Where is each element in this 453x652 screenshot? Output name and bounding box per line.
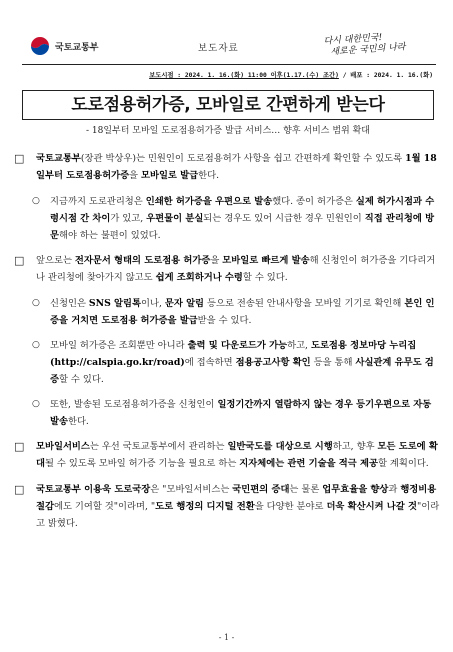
text-run: 본인 인증을 거치면 도로점용 허가증을 발급: [50, 298, 435, 326]
square-bullet-icon: □: [14, 254, 25, 267]
text-run: 모바일 허가증은 조회뿐만 아니라: [50, 340, 188, 351]
text-run: 해야 하는 불편이 있었다.: [58, 230, 161, 241]
text-run: 등을 통해: [310, 357, 356, 368]
text-run: 인쇄한 허가증을 우편으로 발송: [145, 196, 273, 207]
press-release-header: [22, 32, 436, 60]
sub-paragraph: [14, 337, 442, 388]
text-run: 을: [129, 170, 141, 181]
text-run: 실제 허가시점과 수령시점 간 차이: [50, 196, 435, 224]
text-run: 에 접속하면: [184, 357, 236, 368]
embargo-time: 보도시점 : 2024. 1. 16.(화) 11:00 이후(1.17.(수) 조간): [149, 72, 339, 79]
text-run: 지자체에는 관련 기술을 적극 제공: [239, 458, 378, 469]
text-run: 할 수 있다.: [242, 272, 288, 283]
document-type: 보도자료: [198, 43, 239, 54]
text-run: 을: [210, 255, 223, 266]
text-run: 일반국도를 대상으로 시행: [227, 441, 333, 452]
release-dateline: [149, 70, 433, 79]
circle-bullet-icon: ○: [32, 196, 40, 206]
text-run: 하고, 향후: [332, 441, 378, 452]
slogan-line: 새로운 국민의 나라: [330, 42, 406, 58]
sub-paragraph: [14, 396, 442, 430]
text-run: 한다.: [198, 170, 220, 181]
text-run: 쉽게 조회하거나 수령: [155, 272, 243, 283]
text-run: 에도 기여할 것"이라며, ": [53, 501, 156, 512]
text-run: 전자문서 형태의 도로점용 허가증: [74, 255, 211, 266]
text-run: 앞으로는: [36, 255, 75, 266]
text-run: 우편물이 분실: [146, 213, 204, 224]
text-run: 모바일서비스: [36, 441, 90, 452]
slogan-line: 다시 대한민국!: [323, 32, 383, 47]
text-run: 더욱 확산시켜 나갈 것: [326, 501, 417, 512]
text-run: 할 계획이다.: [377, 458, 429, 469]
text-run: 모바일로 빠르게 발송: [222, 255, 310, 266]
page-title: 도로점용허가증, 모바일로 간편하게 받는다: [71, 95, 385, 115]
text-run: 출력 및 다운로드가 가능: [187, 340, 288, 351]
text-run: 할 수 있다.: [58, 374, 104, 385]
text-run: 1월 18일부터 도로점용허가증: [36, 153, 437, 181]
text-run: 신청인은: [50, 298, 89, 309]
text-run: SNS 알림톡: [88, 298, 141, 309]
ministry-name: 국토교통부: [55, 43, 99, 53]
text-run: 될 수 있도록 모바일 허가증 기능을 필요로 하는: [44, 458, 240, 469]
text-run: 점용공고사항 확인: [235, 357, 311, 368]
circle-bullet-icon: ○: [32, 399, 40, 409]
text-run: 문자 알림: [164, 298, 205, 309]
text-run: 행정비용 절감: [36, 484, 437, 512]
square-bullet-icon: □: [14, 440, 25, 453]
section-paragraph: [14, 481, 442, 532]
text-run: 국민편의 증대: [232, 484, 290, 495]
text-run: 해 신청인이 허가증을 기다리거나 관리청에 찾아가지 않고도: [36, 255, 436, 283]
text-run: 하고,: [287, 340, 311, 351]
text-run: 을 다양한 분야로: [254, 501, 327, 512]
title-box: [22, 90, 434, 120]
text-run: 등으로 전송된 안내사항을 모바일 기기로 확인해: [204, 298, 405, 309]
text-run: 도로점용 정보마당 누리집(http://calspia.go.kr/road): [50, 340, 417, 368]
section-paragraph: [14, 150, 442, 184]
text-run: 한다.: [67, 416, 89, 427]
text-run: 모바일로 발급: [140, 170, 199, 181]
text-run: 모든 도로에 확대: [36, 441, 438, 469]
circle-bullet-icon: ○: [32, 298, 40, 308]
text-run: 도로 행정의 디지털 전환: [155, 501, 255, 512]
section-paragraph: [14, 252, 442, 286]
text-run: "이라고 밝혔다.: [36, 501, 440, 529]
square-bullet-icon: □: [14, 483, 25, 496]
text-run: 되는 경우도 있어 시급한 경우 민원인이: [203, 213, 365, 224]
text-run: 는 물론: [289, 484, 323, 495]
slogan: [323, 29, 436, 59]
header-divider: [22, 64, 436, 65]
text-run: 과: [388, 484, 401, 495]
government-emblem-icon: [30, 36, 50, 56]
page-number: - 1 -: [218, 633, 235, 642]
text-run: 직접 관리청에 방문: [50, 213, 435, 241]
distribution-date: / 배포 : 2024. 1. 16.(화): [338, 72, 433, 79]
text-run: 했다. 종이 허가증은: [272, 196, 356, 207]
circle-bullet-icon: ○: [32, 340, 40, 350]
text-run: (장관 박상우)는 민원인이 도로점용허가 사항을 쉽고 간편하게 확인할 수 있도록: [80, 153, 406, 164]
text-run: 이나,: [141, 298, 165, 309]
square-bullet-icon: □: [14, 152, 25, 165]
text-run: 또한, 발송된 도로점용허가증을 신청인이: [50, 399, 218, 410]
sub-paragraph: [14, 193, 442, 244]
text-run: 는 우선 국토교통부에서 관리하는: [89, 441, 228, 452]
text-run: 일정기간까지 열람하지 않는 경우 등기우편으로 자동 발송: [50, 399, 432, 427]
subtitle: - 18일부터 모바일 도로점용허가증 발급 서비스… 향후 서비스 범위 확대: [86, 126, 370, 136]
text-run: 사실관계 유무도 검증: [50, 357, 434, 385]
text-run: 국토교통부 이용욱 도로국장: [36, 484, 151, 495]
text-run: 국토교통부: [36, 153, 81, 164]
document-body: [14, 150, 442, 541]
text-run: 지금까지 도로관리청은: [50, 196, 146, 207]
text-run: 받을 수 있다.: [197, 315, 252, 326]
sub-paragraph: [14, 295, 442, 329]
text-run: 업무효율을 향상: [322, 484, 389, 495]
section-paragraph: [14, 438, 442, 472]
text-run: 은 "모바일서비스는: [150, 484, 233, 495]
text-run: 가 있고,: [110, 213, 147, 224]
